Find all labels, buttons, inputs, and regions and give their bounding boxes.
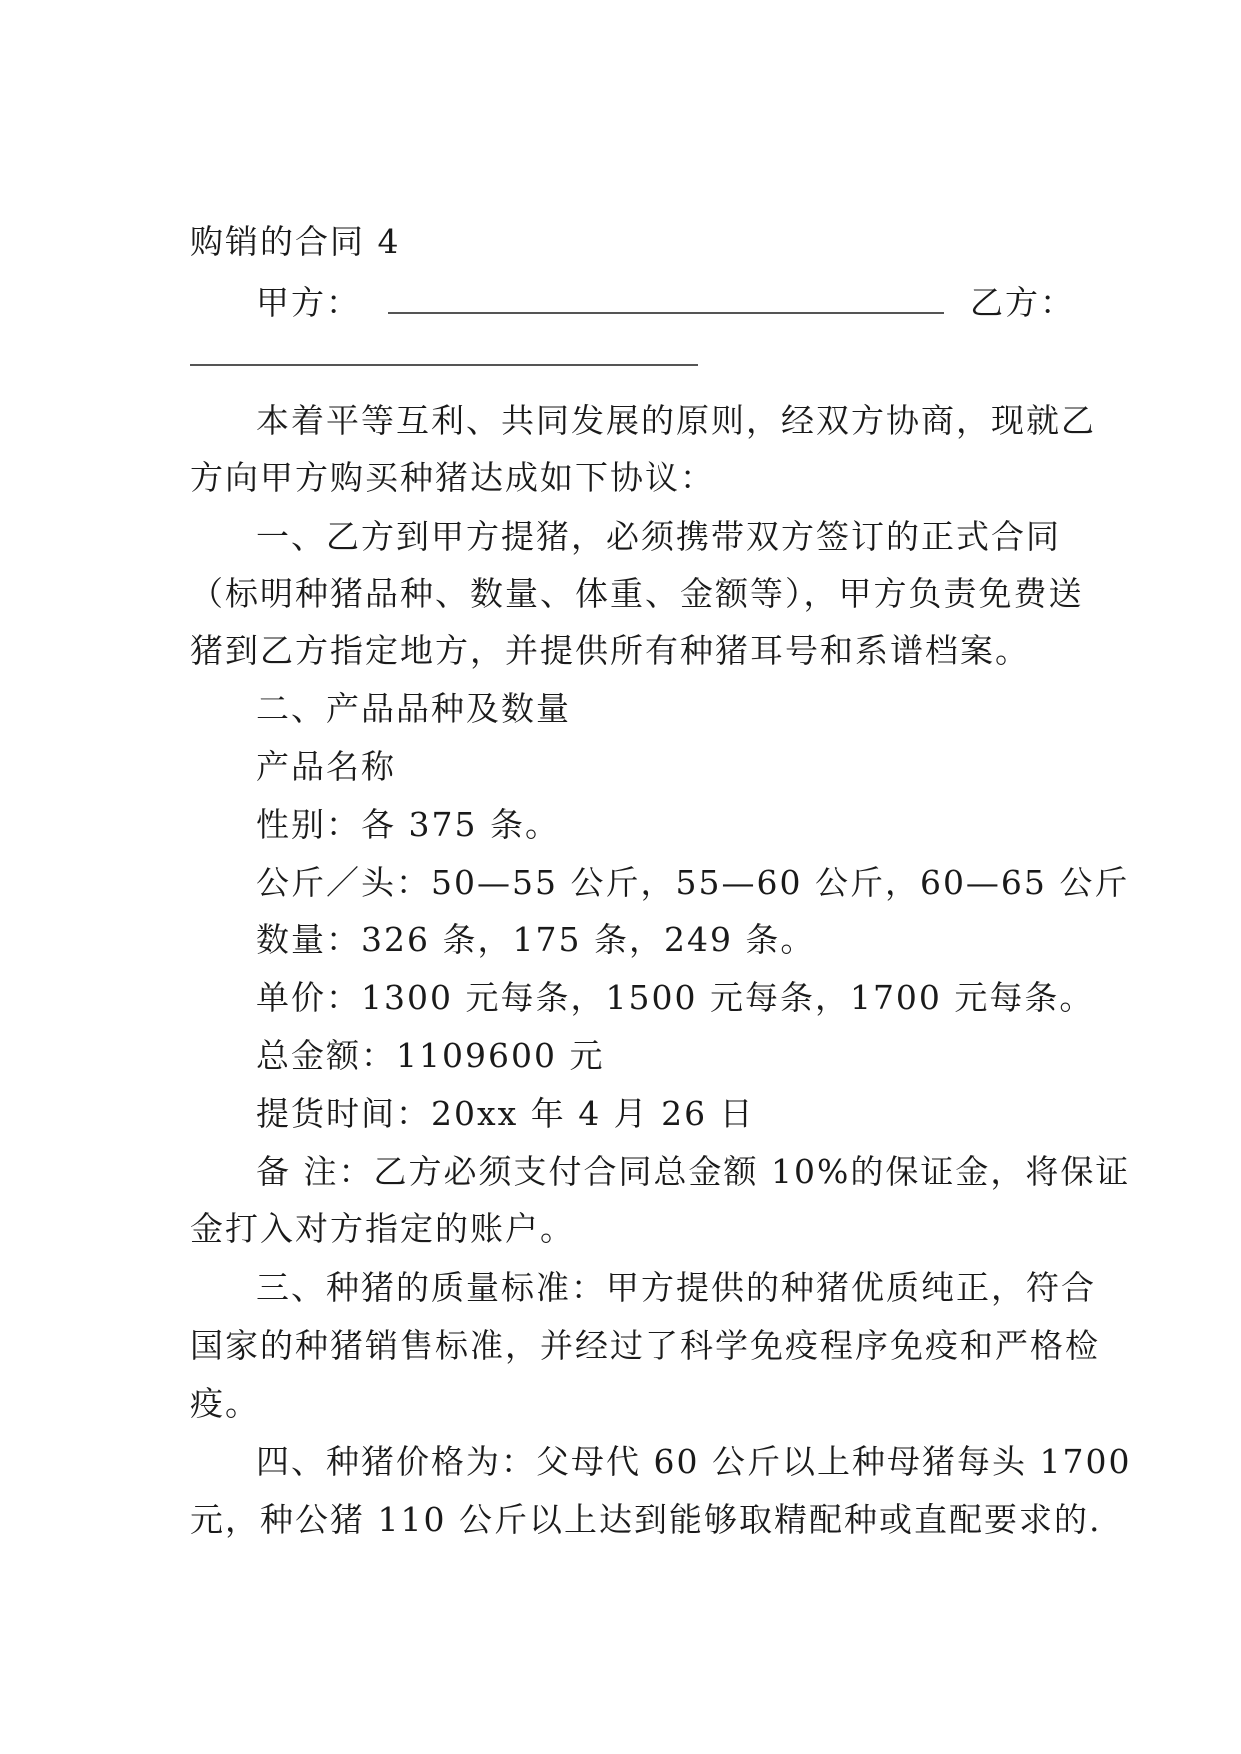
- clause-1-line-3: 猪到乙方指定地方，并提供所有种猪耳号和系谱档案。: [190, 631, 1030, 670]
- paragraph-intro-line-2: 方向甲方购买种猪达成如下协议：: [190, 458, 715, 497]
- note-line-1: 备 注：乙方必须支付合同总金额 10%的保证金，将保证: [256, 1152, 1131, 1191]
- weight-line: 公斤／头：50—55 公斤，55—60 公斤，60—65 公斤: [256, 863, 1130, 902]
- clause-1-line-2: （标明种猪品种、数量、体重、金额等），甲方负责免费送: [190, 574, 1084, 613]
- clause-1-line-1: 一、乙方到甲方提猪，必须携带双方签订的正式合同: [256, 517, 1061, 556]
- document-title: 购销的合同 4: [190, 222, 401, 261]
- parties-line: [256, 282, 1075, 323]
- party-a-label: 甲方：: [256, 283, 361, 322]
- clause-3-line-3: 疫。: [190, 1384, 260, 1423]
- clause-4-line-1: 四、种猪价格为：父母代 60 公斤以上种母猪每头 1700: [256, 1442, 1132, 1481]
- party-b-label: 乙方：: [970, 283, 1075, 322]
- clause-3-line-1: 三、种猪的质量标准：甲方提供的种猪优质纯正，符合: [256, 1268, 1096, 1307]
- unit-price-line: 单价：1300 元每条，1500 元每条，1700 元每条。: [256, 978, 1095, 1017]
- product-name-line: 产品名称: [256, 747, 396, 786]
- note-line-2: 金打入对方指定的账户。: [190, 1209, 575, 1248]
- gender-line: 性别：各 375 条。: [256, 805, 560, 844]
- paragraph-intro-line-1: 本着平等互利、共同发展的原则，经双方协商，现就乙: [256, 401, 1096, 440]
- clause-2-heading: 二、产品品种及数量: [256, 689, 571, 728]
- party-a-blank[interactable]: [388, 282, 944, 314]
- delivery-time-line: 提货时间：20xx 年 4 月 26 日: [256, 1094, 755, 1133]
- quantity-line: 数量：326 条，175 条，249 条。: [256, 920, 816, 959]
- clause-4-line-2: 元，种公猪 110 公斤以上达到能够取精配种或直配要求的.: [190, 1500, 1102, 1539]
- party-b-blank[interactable]: [190, 334, 698, 366]
- total-amount-line: 总金额：1109600 元: [256, 1036, 605, 1075]
- clause-3-line-2: 国家的种猪销售标准，并经过了科学免疫程序免疫和严格检: [190, 1326, 1100, 1365]
- party-b-line: [190, 334, 698, 375]
